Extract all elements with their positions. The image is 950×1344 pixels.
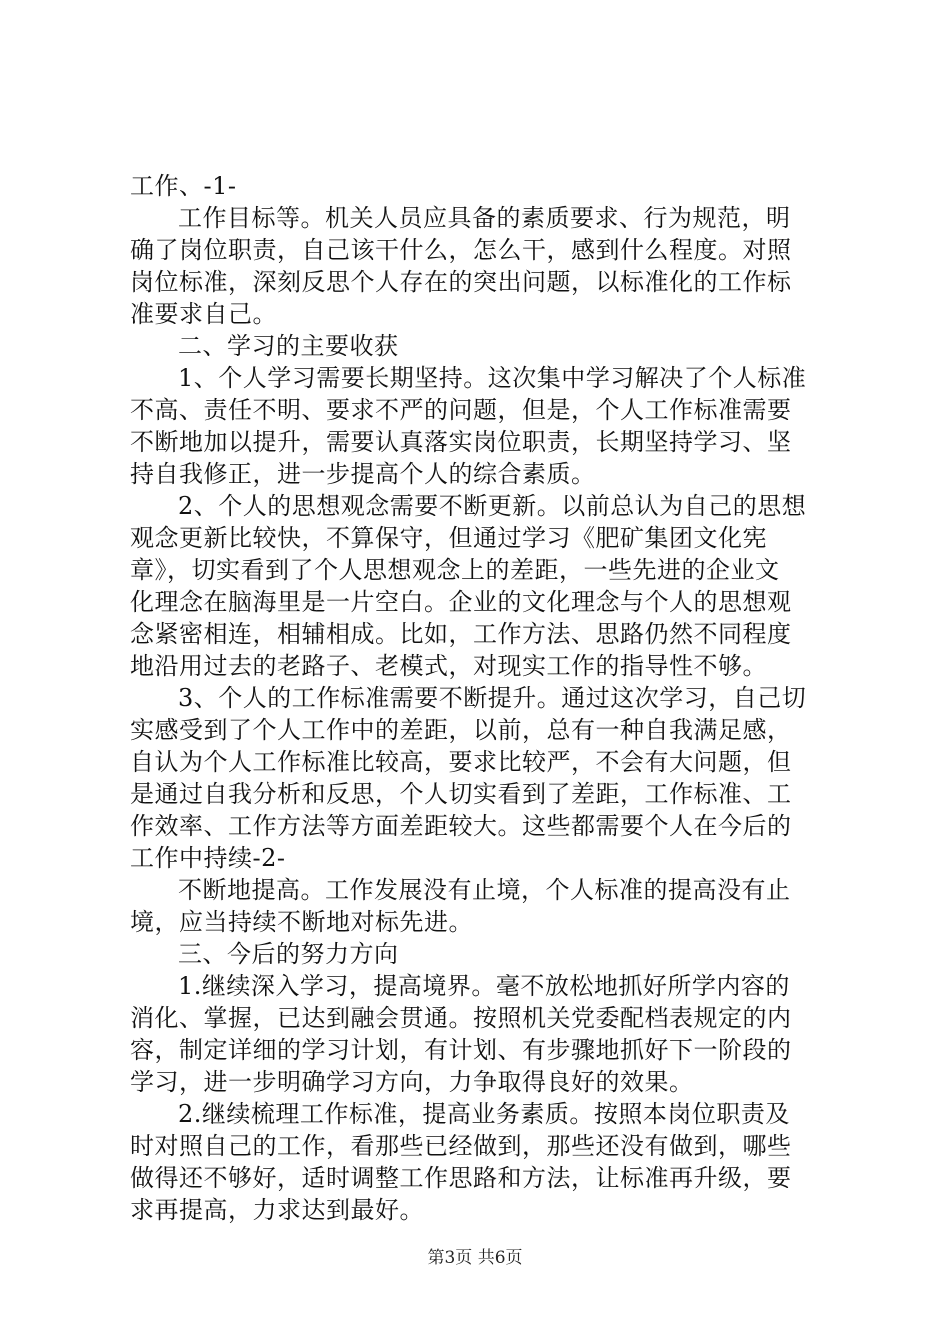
text-line: 作效率、工作方法等方面差距较大。这些都需要个人在今后的	[130, 812, 792, 840]
text-line: 自认为个人工作标准比较高，要求比较严，不会有大问题，但	[130, 748, 792, 776]
text-line: 时对照自己的工作，看那些已经做到，那些还没有做到，哪些	[130, 1132, 792, 1160]
text-line: 境，应当持续不断地对标先进。	[130, 908, 473, 936]
paragraph-start-line: 工作目标等。机关人员应具备的素质要求、行为规范，明	[178, 204, 791, 232]
document-body	[130, 170, 830, 1226]
section-heading: 二、学习的主要收获	[178, 332, 399, 360]
page-number-footer: 第3页 共6页	[427, 1248, 523, 1268]
text-line: 确了岗位职责，自己该干什么，怎么干，感到什么程度。对照	[130, 236, 792, 264]
text-line: 准要求自己。	[130, 300, 277, 328]
paragraph-start-line: 2、个人的思想观念需要不断更新。以前总认为自己的思想	[178, 492, 807, 520]
text-line: 实感受到了个人工作中的差距，以前，总有一种自我满足感，	[130, 716, 792, 744]
text-line: 岗位标准，深刻反思个人存在的突出问题，以标准化的工作标	[130, 268, 792, 296]
paragraph-start-line: 1.继续深入学习，提高境界。毫不放松地抓好所学内容的	[178, 972, 790, 1000]
text-line: 学习，进一步明确学习方向，力争取得良好的效果。	[130, 1068, 694, 1096]
text-line: 持自我修正，进一步提高个人的综合素质。	[130, 460, 596, 488]
text-line: 消化、掌握，已达到融会贯通。按照机关党委配档表规定的内	[130, 1004, 792, 1032]
text-line: 求再提高，力求达到最好。	[130, 1196, 424, 1224]
paragraph-start-line: 不断地提高。工作发展没有止境，个人标准的提高没有止	[178, 876, 791, 904]
text-line: 工作、-1-	[130, 172, 237, 200]
text-line: 章》，切实看到了个人思想观念上的差距，一些先进的企业文	[130, 556, 780, 584]
text-line: 观念更新比较快，不算保守，但通过学习《肥矿集团文化宪	[130, 524, 767, 552]
text-line: 不高、责任不明、要求不严的问题，但是，个人工作标准需要	[130, 396, 792, 424]
paragraph-start-line: 3、个人的工作标准需要不断提升。通过这次学习，自己切	[178, 684, 807, 712]
section-heading: 三、今后的努力方向	[178, 940, 399, 968]
text-line: 念紧密相连，相辅相成。比如，工作方法、思路仍然不同程度	[130, 620, 792, 648]
paragraph-start-line: 1、个人学习需要长期坚持。这次集中学习解决了个人标准	[178, 364, 807, 392]
text-line: 不断地加以提升，需要认真落实岗位职责，长期坚持学习、坚	[130, 428, 792, 456]
text-line: 做得还不够好，适时调整工作思路和方法，让标准再升级，要	[130, 1164, 792, 1192]
text-line: 是通过自我分析和反思，个人切实看到了差距，工作标准、工	[130, 780, 792, 808]
text-line: 容，制定详细的学习计划，有计划、有步骤地抓好下一阶段的	[130, 1036, 792, 1064]
text-line: 工作中持续-2-	[130, 844, 286, 872]
text-line: 地沿用过去的老路子、老模式，对现实工作的指导性不够。	[130, 652, 767, 680]
text-line: 化理念在脑海里是一片空白。企业的文化理念与个人的思想观	[130, 588, 792, 616]
paragraph-start-line: 2.继续梳理工作标准，提高业务素质。按照本岗位职责及	[178, 1100, 790, 1128]
